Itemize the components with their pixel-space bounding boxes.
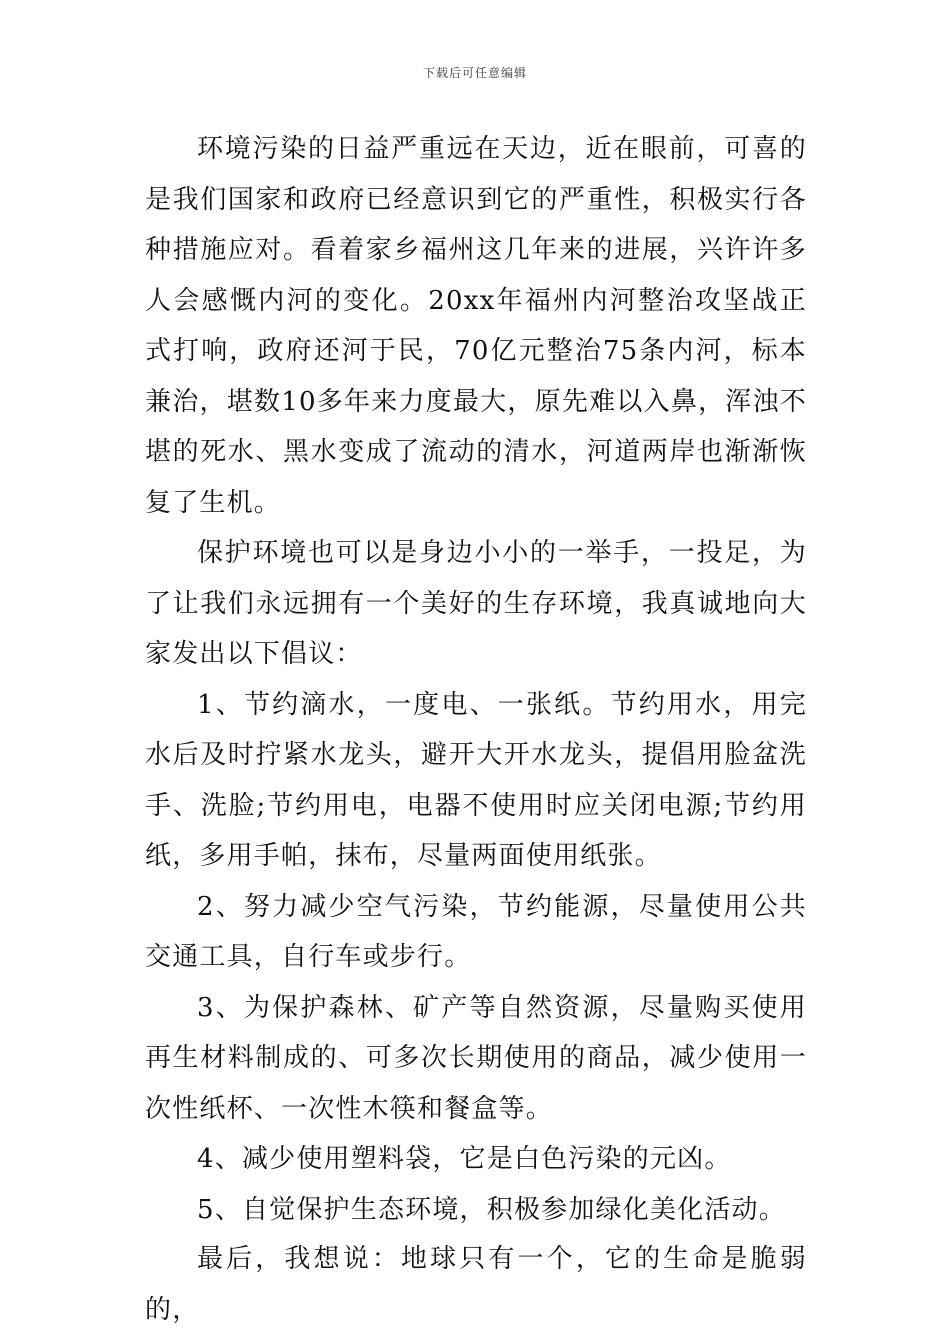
paragraph-item-5: 5、自觉保护生态环境，积极参加绿化美化活动。 bbox=[197, 1194, 786, 1225]
paragraph-intro: 环境污染的日益严重远在天边，近在眼前，可喜的是我们国家和政府已经意识到它的严重性，积极实行各种措施应对。看着家乡福州这几年来的进展，兴许许多人会感慨内河的变化。20xx年福州内河整治攻坚战正式打响，政府还河于民，70亿元整治75条内河，标本兼治，堪数10多年来力度最大，原先难以入鼻，浑浊不堪的死水、黑水变成了流动的清水，河道两岸也渐渐恢复了生机。 bbox=[145, 134, 807, 518]
paragraph-proposal-lead: 保护环境也可以是身边小小的一举手，一投足，为了让我们永远拥有一个美好的生存环境，我真诚地向大家发出以下倡议： bbox=[145, 538, 807, 669]
paragraph-item-2: 2、努力减少空气污染，节约能源，尽量使用公共交通工具，自行车或步行。 bbox=[145, 891, 807, 972]
document-body bbox=[145, 124, 807, 1335]
paragraph-item-1: 1、节约滴水，一度电、一张纸。节约用水，用完水后及时拧紧水龙头，避开大开水龙头，提倡用脸盆洗手、洗脸;节约用电，电器不使用时应关闭电源;节约用纸，多用手帕，抹布，尽量两面使用纸张。 bbox=[145, 689, 807, 871]
paragraph-item-3: 3、为保护森林、矿产等自然资源，尽量购买使用再生材料制成的、可多次长期使用的商品，减少使用一次性纸杯、一次性木筷和餐盒等。 bbox=[145, 992, 807, 1124]
paragraph-item-4: 4、减少使用塑料袋，它是白色污染的元凶。 bbox=[197, 1144, 732, 1174]
paragraph-closing: 最后，我想说：地球只有一个，它的生命是脆弱的， bbox=[145, 1244, 807, 1325]
page-header-note: 下载后可任意编辑 bbox=[422, 66, 527, 80]
